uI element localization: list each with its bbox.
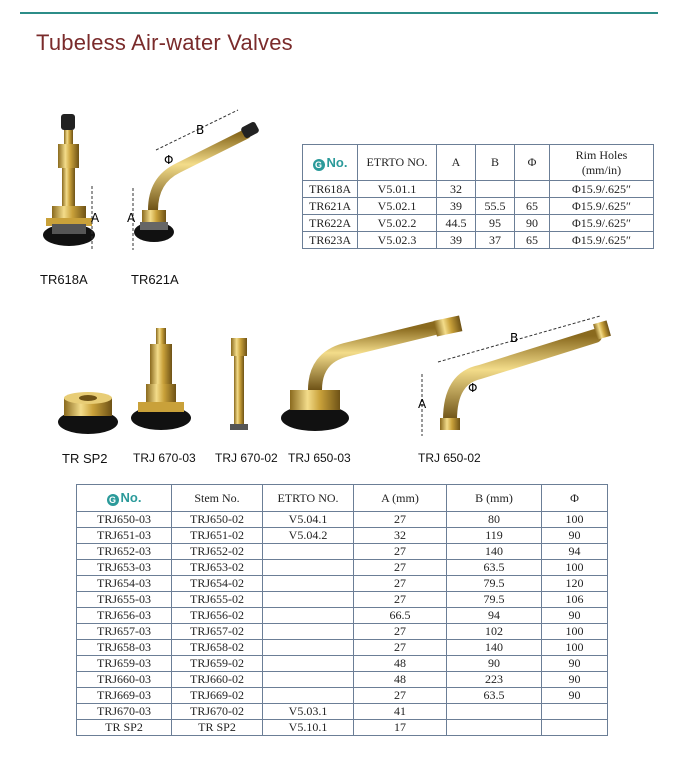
cell-no: TR621A	[303, 198, 358, 215]
table-row	[77, 688, 608, 704]
label-b-tr621a: B	[196, 123, 205, 137]
cell-phi	[542, 720, 608, 736]
table-row	[303, 232, 654, 249]
cell-etrto	[263, 608, 354, 624]
cell-b: 37	[476, 232, 515, 249]
cell-a: 44.5	[437, 215, 476, 232]
cell-stem: TRJ652-02	[172, 544, 263, 560]
cell-rim: Φ15.9/.625″	[550, 181, 654, 198]
cell-b: 63.5	[447, 688, 542, 704]
cell-a: 39	[437, 198, 476, 215]
caption-tr618a: TR618A	[40, 272, 88, 287]
col-phi-header: Φ	[542, 485, 608, 512]
label-phi-trj650-02: Φ	[468, 381, 478, 395]
logo-icon: G	[107, 494, 119, 506]
cell-b	[476, 181, 515, 198]
col-b-header: B	[476, 145, 515, 181]
cell-a: 27	[354, 688, 447, 704]
cell-etrto: V5.04.2	[263, 528, 354, 544]
cell-etrto	[263, 560, 354, 576]
cell-stem: TRJ658-02	[172, 640, 263, 656]
cell-rim: Φ15.9/.625″	[550, 232, 654, 249]
cell-stem: TRJ657-02	[172, 624, 263, 640]
cell-a: 27	[354, 560, 447, 576]
table-row	[77, 640, 608, 656]
cell-etrto	[263, 592, 354, 608]
cell-stem: TRJ651-02	[172, 528, 263, 544]
logo-icon: G	[313, 159, 325, 171]
cell-no: TRJ658-03	[77, 640, 172, 656]
col-stem-header: Stem No.	[172, 485, 263, 512]
table-row	[77, 528, 608, 544]
table-row	[77, 544, 608, 560]
cell-etrto	[263, 576, 354, 592]
label-a-trj650-02: A	[418, 397, 427, 411]
valve-tr621a-image	[134, 121, 260, 242]
table-row	[303, 181, 654, 198]
cell-phi: 90	[542, 672, 608, 688]
col-b-header: B (mm)	[447, 485, 542, 512]
cell-rim: Φ15.9/.625″	[550, 215, 654, 232]
cell-a: 27	[354, 576, 447, 592]
table-row	[303, 215, 654, 232]
cell-no: TR SP2	[77, 720, 172, 736]
caption-trj670-03: TRJ 670-03	[133, 451, 196, 465]
col-etrto-header: ETRTO NO.	[358, 145, 437, 181]
cell-b: 79.5	[447, 592, 542, 608]
cell-stem: TRJ670-02	[172, 704, 263, 720]
cell-no: TRJ651-03	[77, 528, 172, 544]
cell-etrto: V5.03.1	[263, 704, 354, 720]
cell-rim: Φ15.9/.625″	[550, 198, 654, 215]
table-row	[77, 592, 608, 608]
col-phi-header: Φ	[515, 145, 550, 181]
cell-b: 79.5	[447, 576, 542, 592]
cell-phi: 120	[542, 576, 608, 592]
cell-a: 27	[354, 624, 447, 640]
table-row	[77, 720, 608, 736]
cell-phi: 100	[542, 512, 608, 528]
valve-trj650-03-image	[281, 315, 462, 431]
cell-no: TRJ655-03	[77, 592, 172, 608]
page-title: Tubeless Air-water Valves	[36, 30, 293, 55]
cell-b: 223	[447, 672, 542, 688]
cell-etrto: V5.04.1	[263, 512, 354, 528]
cell-stem: TR SP2	[172, 720, 263, 736]
col-a-header: A	[437, 145, 476, 181]
cell-stem: TRJ669-02	[172, 688, 263, 704]
cell-phi: 94	[542, 544, 608, 560]
valve-tr618a-image	[43, 114, 95, 246]
cell-phi: 100	[542, 560, 608, 576]
cell-stem: TRJ653-02	[172, 560, 263, 576]
cell-etrto	[263, 656, 354, 672]
col-no-header: G No.	[303, 145, 358, 181]
spec-table-trj	[76, 484, 608, 736]
table-row	[77, 672, 608, 688]
table-row	[77, 656, 608, 672]
top-divider	[20, 12, 658, 14]
cell-a: 27	[354, 640, 447, 656]
cell-a: 48	[354, 656, 447, 672]
valve-trsp2-image	[58, 392, 118, 434]
cell-a: 48	[354, 672, 447, 688]
cell-a: 39	[437, 232, 476, 249]
caption-tr621a: TR621A	[131, 272, 179, 287]
cell-no: TR618A	[303, 181, 358, 198]
label-a-tr621a: A	[127, 211, 136, 225]
cell-b: 140	[447, 640, 542, 656]
col-no-header: G No.	[77, 485, 172, 512]
label-a-tr618a: A	[91, 211, 100, 225]
cell-phi: 90	[542, 608, 608, 624]
table-row	[77, 576, 608, 592]
cell-b	[447, 704, 542, 720]
cell-phi: 65	[515, 232, 550, 249]
cell-etrto: V5.02.2	[358, 215, 437, 232]
col-etrto-header: ETRTO NO.	[263, 485, 354, 512]
cell-b: 94	[447, 608, 542, 624]
cell-a: 17	[354, 720, 447, 736]
cell-phi: 100	[542, 624, 608, 640]
cell-phi	[542, 704, 608, 720]
cell-no: TRJ652-03	[77, 544, 172, 560]
cell-no: TR623A	[303, 232, 358, 249]
col-rim-header: Rim Holes (mm/in)	[550, 145, 654, 181]
cell-phi	[515, 181, 550, 198]
caption-trj650-02: TRJ 650-02	[418, 451, 481, 465]
spec-table-tr	[302, 144, 654, 249]
cell-phi: 90	[542, 528, 608, 544]
valve-trj670-03-image	[131, 328, 191, 430]
cell-b	[447, 720, 542, 736]
caption-trj650-03: TRJ 650-03	[288, 451, 351, 465]
cell-b: 140	[447, 544, 542, 560]
cell-b: 63.5	[447, 560, 542, 576]
cell-no: TRJ670-03	[77, 704, 172, 720]
cell-b: 80	[447, 512, 542, 528]
cell-b: 102	[447, 624, 542, 640]
cell-b: 95	[476, 215, 515, 232]
table-row	[77, 560, 608, 576]
cell-no: TR622A	[303, 215, 358, 232]
cell-etrto	[263, 544, 354, 560]
table-row	[77, 624, 608, 640]
cell-stem: TRJ654-02	[172, 576, 263, 592]
valve-trj670-02-image	[230, 338, 248, 430]
cell-no: TRJ660-03	[77, 672, 172, 688]
cell-etrto	[263, 640, 354, 656]
cell-etrto: V5.10.1	[263, 720, 354, 736]
cell-phi: 100	[542, 640, 608, 656]
cell-no: TRJ650-03	[77, 512, 172, 528]
cell-stem: TRJ660-02	[172, 672, 263, 688]
cell-stem: TRJ655-02	[172, 592, 263, 608]
cell-etrto: V5.01.1	[358, 181, 437, 198]
cell-etrto: V5.02.1	[358, 198, 437, 215]
label-phi-tr621a: Φ	[164, 153, 174, 167]
cell-no: TRJ654-03	[77, 576, 172, 592]
table-row	[77, 512, 608, 528]
cell-stem: TRJ650-02	[172, 512, 263, 528]
table-row	[303, 198, 654, 215]
col-a-header: A (mm)	[354, 485, 447, 512]
cell-etrto	[263, 688, 354, 704]
cell-phi: 90	[542, 688, 608, 704]
label-b-trj650-02: B	[510, 331, 519, 345]
caption-trsp2: TR SP2	[62, 451, 108, 466]
cell-phi: 65	[515, 198, 550, 215]
cell-a: 27	[354, 592, 447, 608]
cell-phi: 106	[542, 592, 608, 608]
cell-no: TRJ653-03	[77, 560, 172, 576]
cell-etrto: V5.02.3	[358, 232, 437, 249]
cell-phi: 90	[542, 656, 608, 672]
cell-a: 27	[354, 544, 447, 560]
cell-b: 90	[447, 656, 542, 672]
valve-photo-tr618a-tr621a	[28, 100, 268, 270]
cell-a: 32	[437, 181, 476, 198]
valve-photo-trj-series	[40, 300, 640, 450]
cell-a: 66.5	[354, 608, 447, 624]
cell-b: 119	[447, 528, 542, 544]
caption-trj670-02: TRJ 670-02	[215, 451, 278, 465]
cell-a: 27	[354, 512, 447, 528]
cell-stem: TRJ656-02	[172, 608, 263, 624]
cell-b: 55.5	[476, 198, 515, 215]
cell-phi: 90	[515, 215, 550, 232]
table-row	[77, 608, 608, 624]
cell-stem: TRJ659-02	[172, 656, 263, 672]
cell-a: 32	[354, 528, 447, 544]
cell-no: TRJ656-03	[77, 608, 172, 624]
cell-etrto	[263, 672, 354, 688]
cell-a: 41	[354, 704, 447, 720]
cell-no: TRJ659-03	[77, 656, 172, 672]
cell-no: TRJ669-03	[77, 688, 172, 704]
cell-no: TRJ657-03	[77, 624, 172, 640]
table-row	[77, 704, 608, 720]
cell-etrto	[263, 624, 354, 640]
